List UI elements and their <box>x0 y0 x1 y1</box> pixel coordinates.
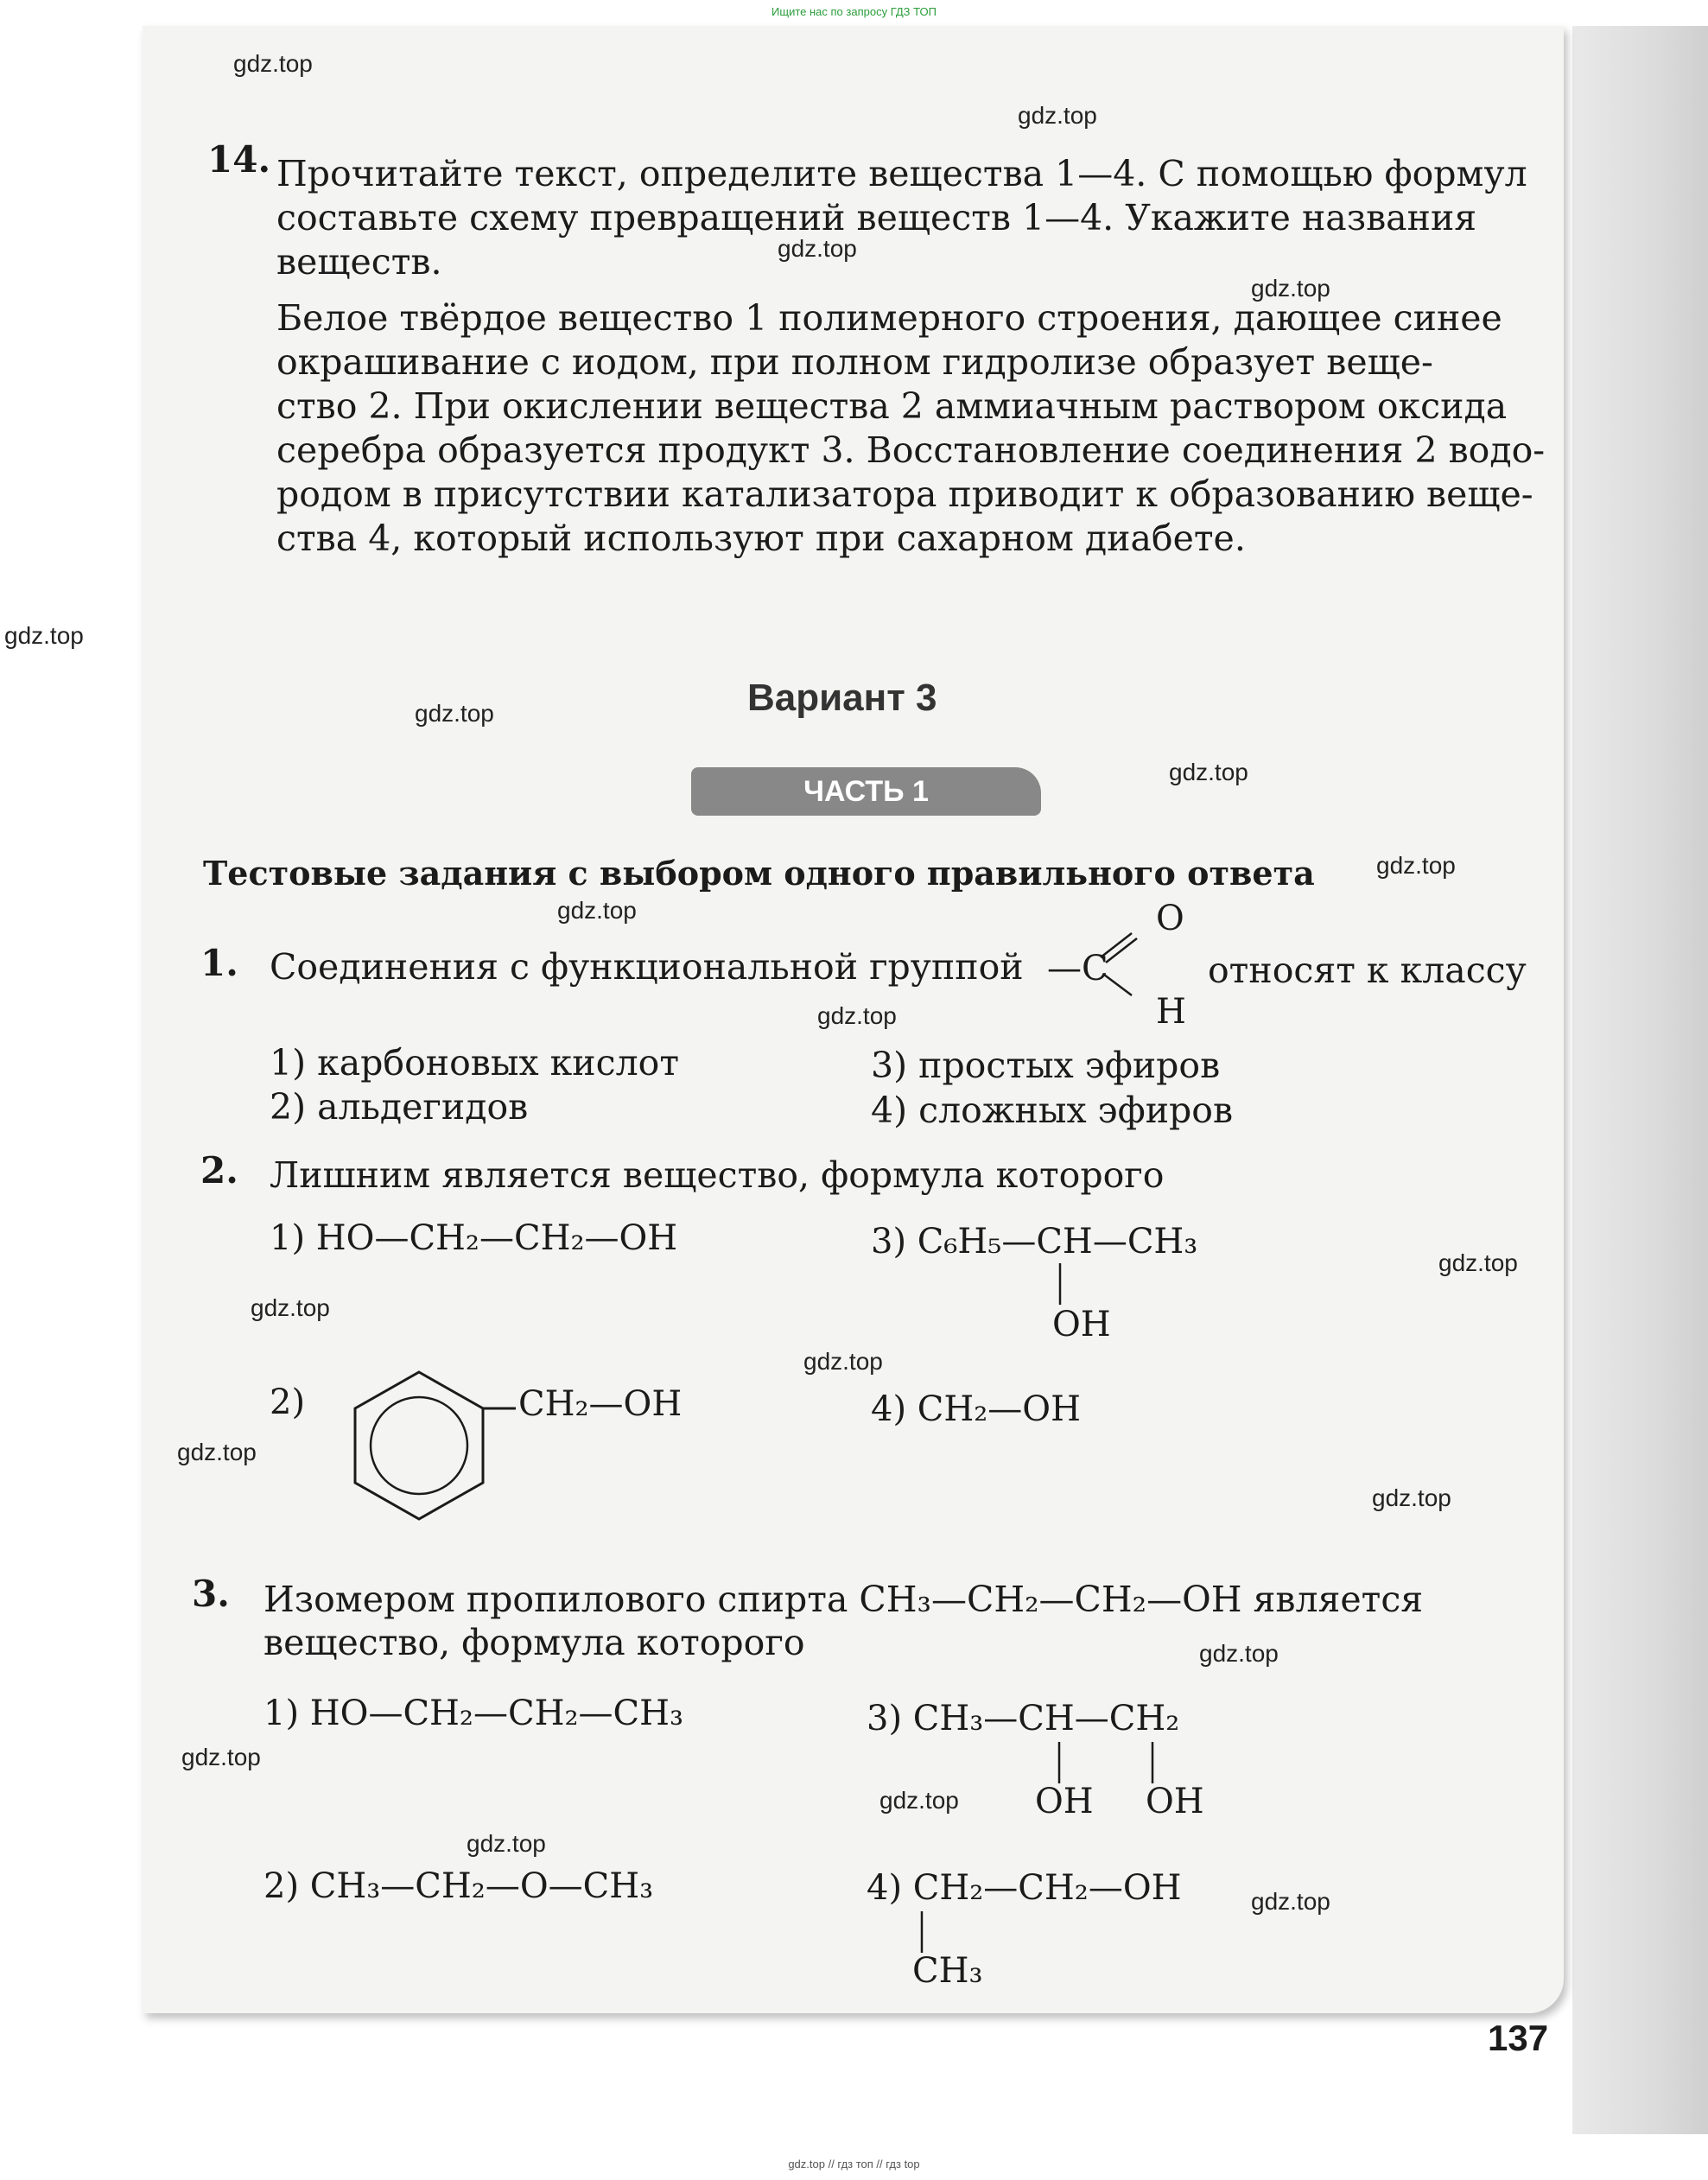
task-14-line: Белое твёрдое вещество 1 полимерного строения, дающее синее <box>276 297 1502 339</box>
watermark: gdz.top <box>803 1348 883 1375</box>
task-14-line: ства 4, который используют при сахарном диабете. <box>276 518 1246 559</box>
q1-group-oxygen: O <box>1156 899 1184 938</box>
watermark: gdz.top <box>251 1294 330 1321</box>
q3-text-line2: вещество, формула которого <box>264 1622 805 1663</box>
q3-option-2[interactable]: 2) CH₃—CH₂—O—CH₃ <box>264 1866 654 1906</box>
watermark: gdz.top <box>778 235 857 262</box>
q2-number: 2. <box>200 1149 238 1192</box>
watermark: gdz.top <box>1199 1640 1279 1667</box>
task-14-line: родом в присутствии катализатора приводит к образованию веще- <box>276 473 1533 515</box>
q2-opt3-bond <box>1056 1263 1064 1306</box>
watermark: gdz.top <box>1169 759 1248 785</box>
q1-option-2[interactable]: 2) альдегидов <box>270 1086 529 1128</box>
q3-opt4-bond <box>917 1911 926 1954</box>
task-14-line: веществ. <box>276 241 442 283</box>
q3-opt3-bonds <box>1045 1742 1166 1787</box>
watermark: gdz.top <box>879 1787 959 1814</box>
top-search-link[interactable]: Ищите нас по запросу ГДЗ ТОП <box>771 5 937 18</box>
watermark: gdz.top <box>4 622 84 649</box>
q3-opt4-ch3: CH₃ <box>912 1951 983 1991</box>
q1-group-carbon: —C <box>1047 949 1108 988</box>
watermark: gdz.top <box>233 50 313 77</box>
task-14-line: составьте схему превращений веществ 1—4. Укажите названия <box>276 197 1477 238</box>
scan-edge <box>1572 26 1708 2134</box>
bottom-links[interactable]: gdz.top // гдз топ // гдз top <box>788 2158 920 2170</box>
q2-option-3[interactable]: 3) C₆H₅—CH—CH₃ <box>871 1222 1198 1262</box>
task-14-text <box>276 152 1545 561</box>
part-badge: ЧАСТЬ 1 <box>691 767 1041 816</box>
task-14-number: 14. <box>207 138 271 181</box>
q2-text: Лишним является вещество, формула которого <box>270 1154 1165 1196</box>
q1-group-hydrogen: H <box>1156 992 1186 1032</box>
q2-opt3-oh: OH <box>1052 1305 1111 1344</box>
q1-option-4[interactable]: 4) сложных эфиров <box>871 1090 1234 1131</box>
variant-title: Вариант 3 <box>747 677 937 719</box>
q1-group-bonds <box>1097 925 1158 1002</box>
q3-opt3-oh-2: OH <box>1146 1782 1204 1821</box>
page-number: 137 <box>1488 2018 1549 2058</box>
watermark: gdz.top <box>467 1830 546 1857</box>
q1-text: Соединения с функциональной группой <box>270 946 1024 988</box>
task-14-line: Прочитайте текст, определите вещества 1—4. С помощью формул <box>276 153 1527 194</box>
task-14-line: окрашивание с иодом, при полном гидролизе образует веще- <box>276 341 1433 383</box>
watermark: gdz.top <box>1438 1249 1518 1276</box>
watermark: gdz.top <box>817 1002 897 1029</box>
watermark: gdz.top <box>1372 1484 1451 1511</box>
q3-option-4[interactable]: 4) CH₂—CH₂—OH <box>867 1868 1182 1908</box>
q3-option-3[interactable]: 3) CH₃—CH—CH₂ <box>867 1699 1180 1738</box>
watermark: gdz.top <box>1018 102 1097 129</box>
watermark: gdz.top <box>177 1439 257 1465</box>
task-14-line: серебра образуется продукт 3. Восстановление соединения 2 водо- <box>276 429 1546 471</box>
task-14-line: ство 2. При окислении вещества 2 аммиачным раствором оксида <box>276 385 1508 427</box>
q3-option-1[interactable]: 1) HO—CH₂—CH₂—CH₃ <box>264 1694 684 1733</box>
section-title: Тестовые задания с выбором одного правильного ответа <box>203 854 1315 893</box>
q1-text-after: относят к классу <box>1208 950 1527 991</box>
watermark: gdz.top <box>557 897 637 924</box>
watermark: gdz.top <box>415 700 494 727</box>
watermark: gdz.top <box>181 1744 261 1770</box>
q2-option-2-chain: CH₂—OH <box>518 1384 683 1424</box>
watermark: gdz.top <box>1376 852 1456 879</box>
q3-number: 3. <box>192 1573 230 1615</box>
watermark: gdz.top <box>1251 1888 1330 1915</box>
q2-option-2-label[interactable]: 2) <box>270 1382 306 1422</box>
q1-number: 1. <box>200 942 238 984</box>
q3-opt3-oh-1: OH <box>1035 1782 1094 1821</box>
q1-option-3[interactable]: 3) простых эфиров <box>871 1045 1221 1086</box>
watermark: gdz.top <box>1251 275 1330 302</box>
q2-option-1[interactable]: 1) HO—CH₂—CH₂—OH <box>270 1218 678 1258</box>
q3-text-line1: Изомером пропилового спирта CH₃—CH₂—CH₂—OH является <box>264 1579 1424 1620</box>
benzene-ring-icon <box>333 1365 523 1529</box>
q1-option-1[interactable]: 1) карбоновых кислот <box>270 1042 680 1084</box>
q2-option-4[interactable]: 4) CH₂—OH <box>871 1389 1081 1429</box>
